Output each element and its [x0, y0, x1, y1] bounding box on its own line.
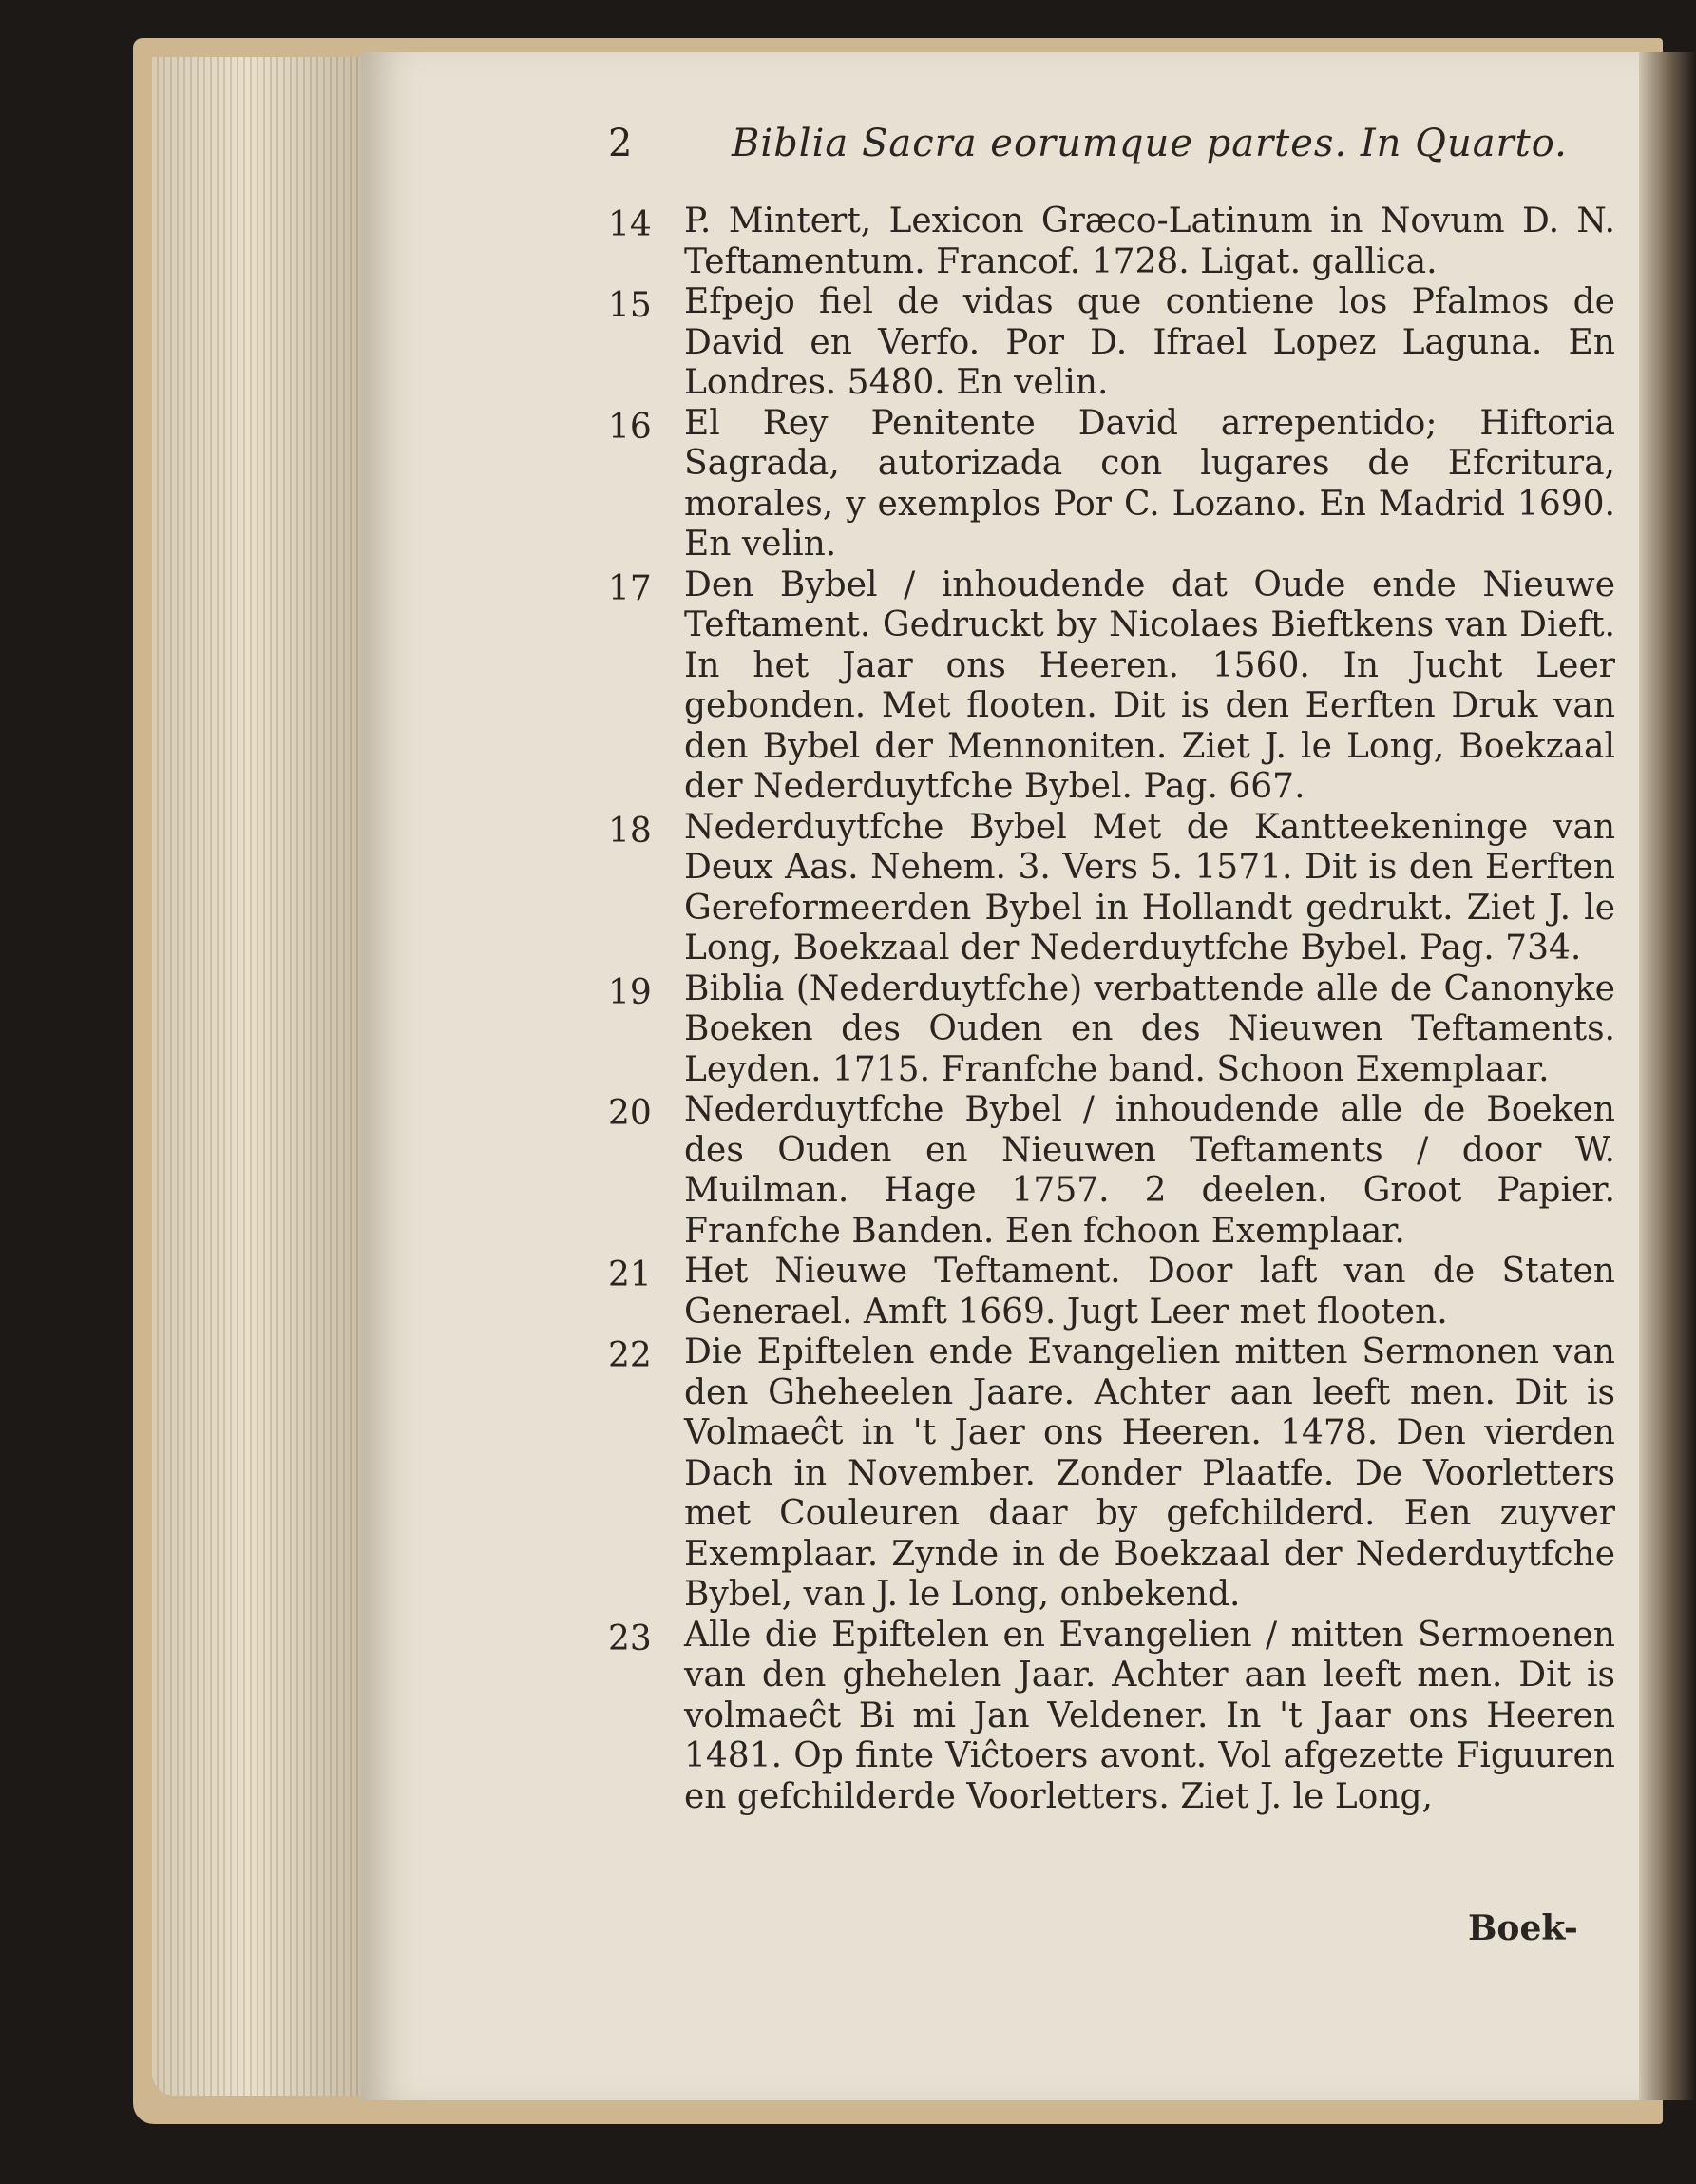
entry-number: 14	[608, 205, 652, 244]
entry-text: El Rey Penitente David arrepentido; Hiftoria Sagrada, autorizada con lugares de Efcritura, morales, y exemplos Por C. Lozano. En Madrid 1690. En velin.	[684, 403, 1615, 564]
catalogue-entry	[608, 201, 1615, 282]
entry-number: 18	[608, 811, 652, 851]
catalogue-entry	[608, 1090, 1615, 1252]
page-number: 2	[608, 122, 633, 165]
catalogue-entry	[608, 1332, 1615, 1616]
catalogue-entry	[608, 969, 1615, 1091]
entry-text: Nederduytfche Bybel Met de Kantteekeninge van Deux Aas. Nehem. 3. Vers 5. 1571. Dit is den Eerften Gereformeerden Bybel in Hollandt gedrukt. Ziet J. le Long, Boekzaal der Nederduytfche Bybel. Pag. 734.	[684, 807, 1615, 967]
entry-number: 21	[608, 1255, 652, 1294]
catchword: Boek-	[1468, 1908, 1578, 1948]
entry-number: 22	[608, 1336, 652, 1375]
catalogue-entry	[608, 808, 1615, 969]
entry-number: 17	[608, 568, 652, 608]
page-block-shadow	[152, 57, 390, 2096]
entry-number: 20	[608, 1094, 652, 1133]
entry-text: Het Nieuwe Teftament. Door laft van de Staten Generael. Amft 1669. Jugt Leer met flooten.	[684, 1252, 1615, 1331]
binding-gutter	[1639, 52, 1696, 2100]
catalogue-entries	[608, 201, 1615, 1817]
page-header	[608, 122, 1615, 179]
entry-number: 19	[608, 972, 652, 1012]
catalogue-entry	[608, 404, 1615, 565]
entry-number: 16	[608, 407, 652, 447]
running-title: Biblia Sacra eorumque partes. In Quarto.	[732, 122, 1568, 165]
entry-text: Biblia (Nederduytfche) verbattende alle de Canonyke Boeken des Ouden en des Nieuwen Teftaments. Leyden. 1715. Franfche band. Schoon Exemplaar.	[684, 968, 1615, 1089]
entry-text: Efpejo fiel de vidas que contiene los Pfalmos de David en Verfo. Por D. Ifrael Lopez Laguna. En Londres. 5480. En velin.	[684, 282, 1615, 402]
entry-text: P. Mintert, Lexicon Græco-Latinum in Novum D. N. Teftamentum. Francof. 1728. Ligat. gallica.	[684, 201, 1615, 281]
catalogue-entry	[608, 565, 1615, 808]
catalogue-entry	[608, 1616, 1615, 1818]
entry-text: Nederduytfche Bybel / inhoudende alle de Boeken des Ouden en Nieuwen Teftaments / door W. Muilman. Hage 1757. 2 deelen. Groot Papier. Franfche Banden. Een fchoon Exemplaar.	[684, 1090, 1615, 1251]
entry-number: 23	[608, 1619, 652, 1658]
entry-text: Die Epiftelen ende Evangelien mitten Sermonen van den Gheheelen Jaare. Achter aan leeft men. Dit is Volmaeĉt in 't Jaer ons Heeren. 1478. Den vierden Dach in November. Zonder Plaatfe. De Voorletters met Couleuren daar by gefchilderd. Een zuyver Exemplaar. Zynde in de Boekzaal der Nederduytfche Bybel, van J. le Long, onbekend.	[684, 1332, 1615, 1614]
entry-number: 15	[608, 286, 652, 325]
entry-text: Den Bybel / inhoudende dat Oude ende Nieuwe Teftament. Gedruckt by Nicolaes Bieftkens van Dieft. In het Jaar ons Heeren. 1560. In Jucht Leer gebonden. Met flooten. Dit is den Eerften Druk van den Bybel der Mennoniten. Ziet J. le Long, Boekzaal der Nederduytfche Bybel. Pag. 667.	[684, 565, 1615, 806]
entry-text: Alle die Epiftelen en Evangelien / mitten Sermoenen van den ghehelen Jaar. Achter aan leeft men. Dit is volmaeĉt Bi mi Jan Veldener. In 't Jaar ons Heeren 1481. Op finte Viĉtoers avont. Vol afgezette Figuuren en gefchilderde Voorletters. Ziet J. le Long,	[684, 1615, 1615, 1816]
catalogue-entry	[608, 1252, 1615, 1332]
catalogue-entry	[608, 282, 1615, 404]
